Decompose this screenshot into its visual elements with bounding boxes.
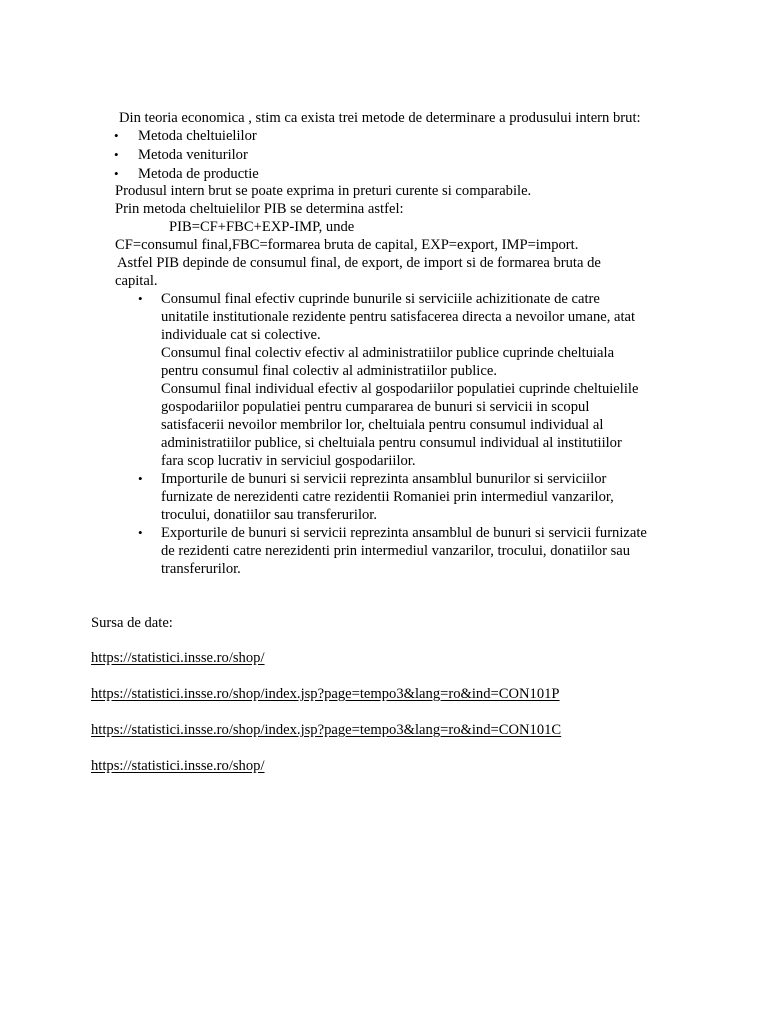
source-link[interactable]: https://statistici.insse.ro/shop/index.jsp?page=tempo3&lang=ro&ind=CON101C — [91, 722, 562, 738]
source-link[interactable]: https://statistici.insse.ro/shop/index.jsp?page=tempo3&lang=ro&ind=CON101P — [91, 686, 560, 702]
detail-line: individuale cat si colective. — [161, 327, 321, 343]
method-item: Metoda de productie — [138, 166, 259, 182]
detail-line: unitatile institutionale rezidente pentru satisfacerea directa a nevoilor umane, atat — [161, 309, 636, 325]
detail-line: trocului, donatiilor sau transferurilor. — [161, 507, 378, 523]
intro-paragraph: Din teoria economica , stim ca exista trei metode de determinare a produsului intern brut: — [119, 110, 641, 126]
bullet-icon: • — [114, 166, 119, 181]
text-line: Astfel PIB depinde de consumul final, de export, de import si de formarea bruta de — [117, 255, 601, 271]
detail-line: gospodariilor populatiei pentru cumpararea de bunuri si servicii in scopul — [161, 399, 590, 415]
bullet-icon: • — [138, 291, 143, 306]
text-line: CF=consumul final,FBC=formarea bruta de capital, EXP=export, IMP=import. — [115, 237, 579, 253]
detail-line: Consumul final individual efectiv al gospodariilor populatiei cuprinde cheltuielile — [161, 381, 639, 397]
detail-line: administratiilor publice, si cheltuiala pentru consumul individual al institutiilor — [161, 435, 622, 451]
detail-line: de rezidenti catre nerezidenti prin intermediul vanzarilor, trocului, donatiilor sau — [161, 543, 631, 559]
text-line: Prin metoda cheltuielilor PIB se determina astfel: — [115, 201, 404, 217]
sources-label: Sursa de date: — [91, 615, 173, 631]
detail-line: satisfacerii nevoilor membrilor lor, cheltuiala pentru consumul individual al — [161, 417, 604, 433]
detail-line: furnizate de nerezidenti catre rezidentii Romaniei prin intermediul vanzarilor, — [161, 489, 614, 505]
detail-line: pentru consumul final colectiv al administratiilor publice. — [161, 363, 497, 379]
detail-line: Consumul final efectiv cuprinde bunurile si serviciile achizitionate de catre — [161, 291, 600, 307]
detail-line: transferurilor. — [161, 561, 241, 577]
detail-line: Importurile de bunuri si servicii reprezinta ansamblul bunurilor si serviciilor — [161, 471, 607, 487]
method-item: Metoda veniturilor — [138, 147, 248, 163]
detail-line: Consumul final colectiv efectiv al administratiilor publice cuprinde cheltuiala — [161, 345, 615, 361]
detail-line: Exporturile de bunuri si servicii reprezinta ansamblul de bunuri si servicii furnizate — [161, 525, 647, 541]
text-line: capital. — [115, 273, 158, 289]
detail-line: fara scop lucrativ in serviciul gospodariilor. — [161, 453, 416, 469]
formula-line: PIB=CF+FBC+EXP-IMP, unde — [169, 219, 355, 235]
bullet-icon: • — [138, 471, 143, 486]
source-link[interactable]: https://statistici.insse.ro/shop/ — [91, 758, 265, 774]
source-link[interactable]: https://statistici.insse.ro/shop/ — [91, 650, 265, 666]
method-item: Metoda cheltuielilor — [138, 128, 257, 144]
text-line: Produsul intern brut se poate exprima in preturi curente si comparabile. — [115, 183, 532, 199]
bullet-icon: • — [114, 128, 119, 143]
bullet-icon: • — [138, 525, 143, 540]
bullet-icon: • — [114, 147, 119, 162]
